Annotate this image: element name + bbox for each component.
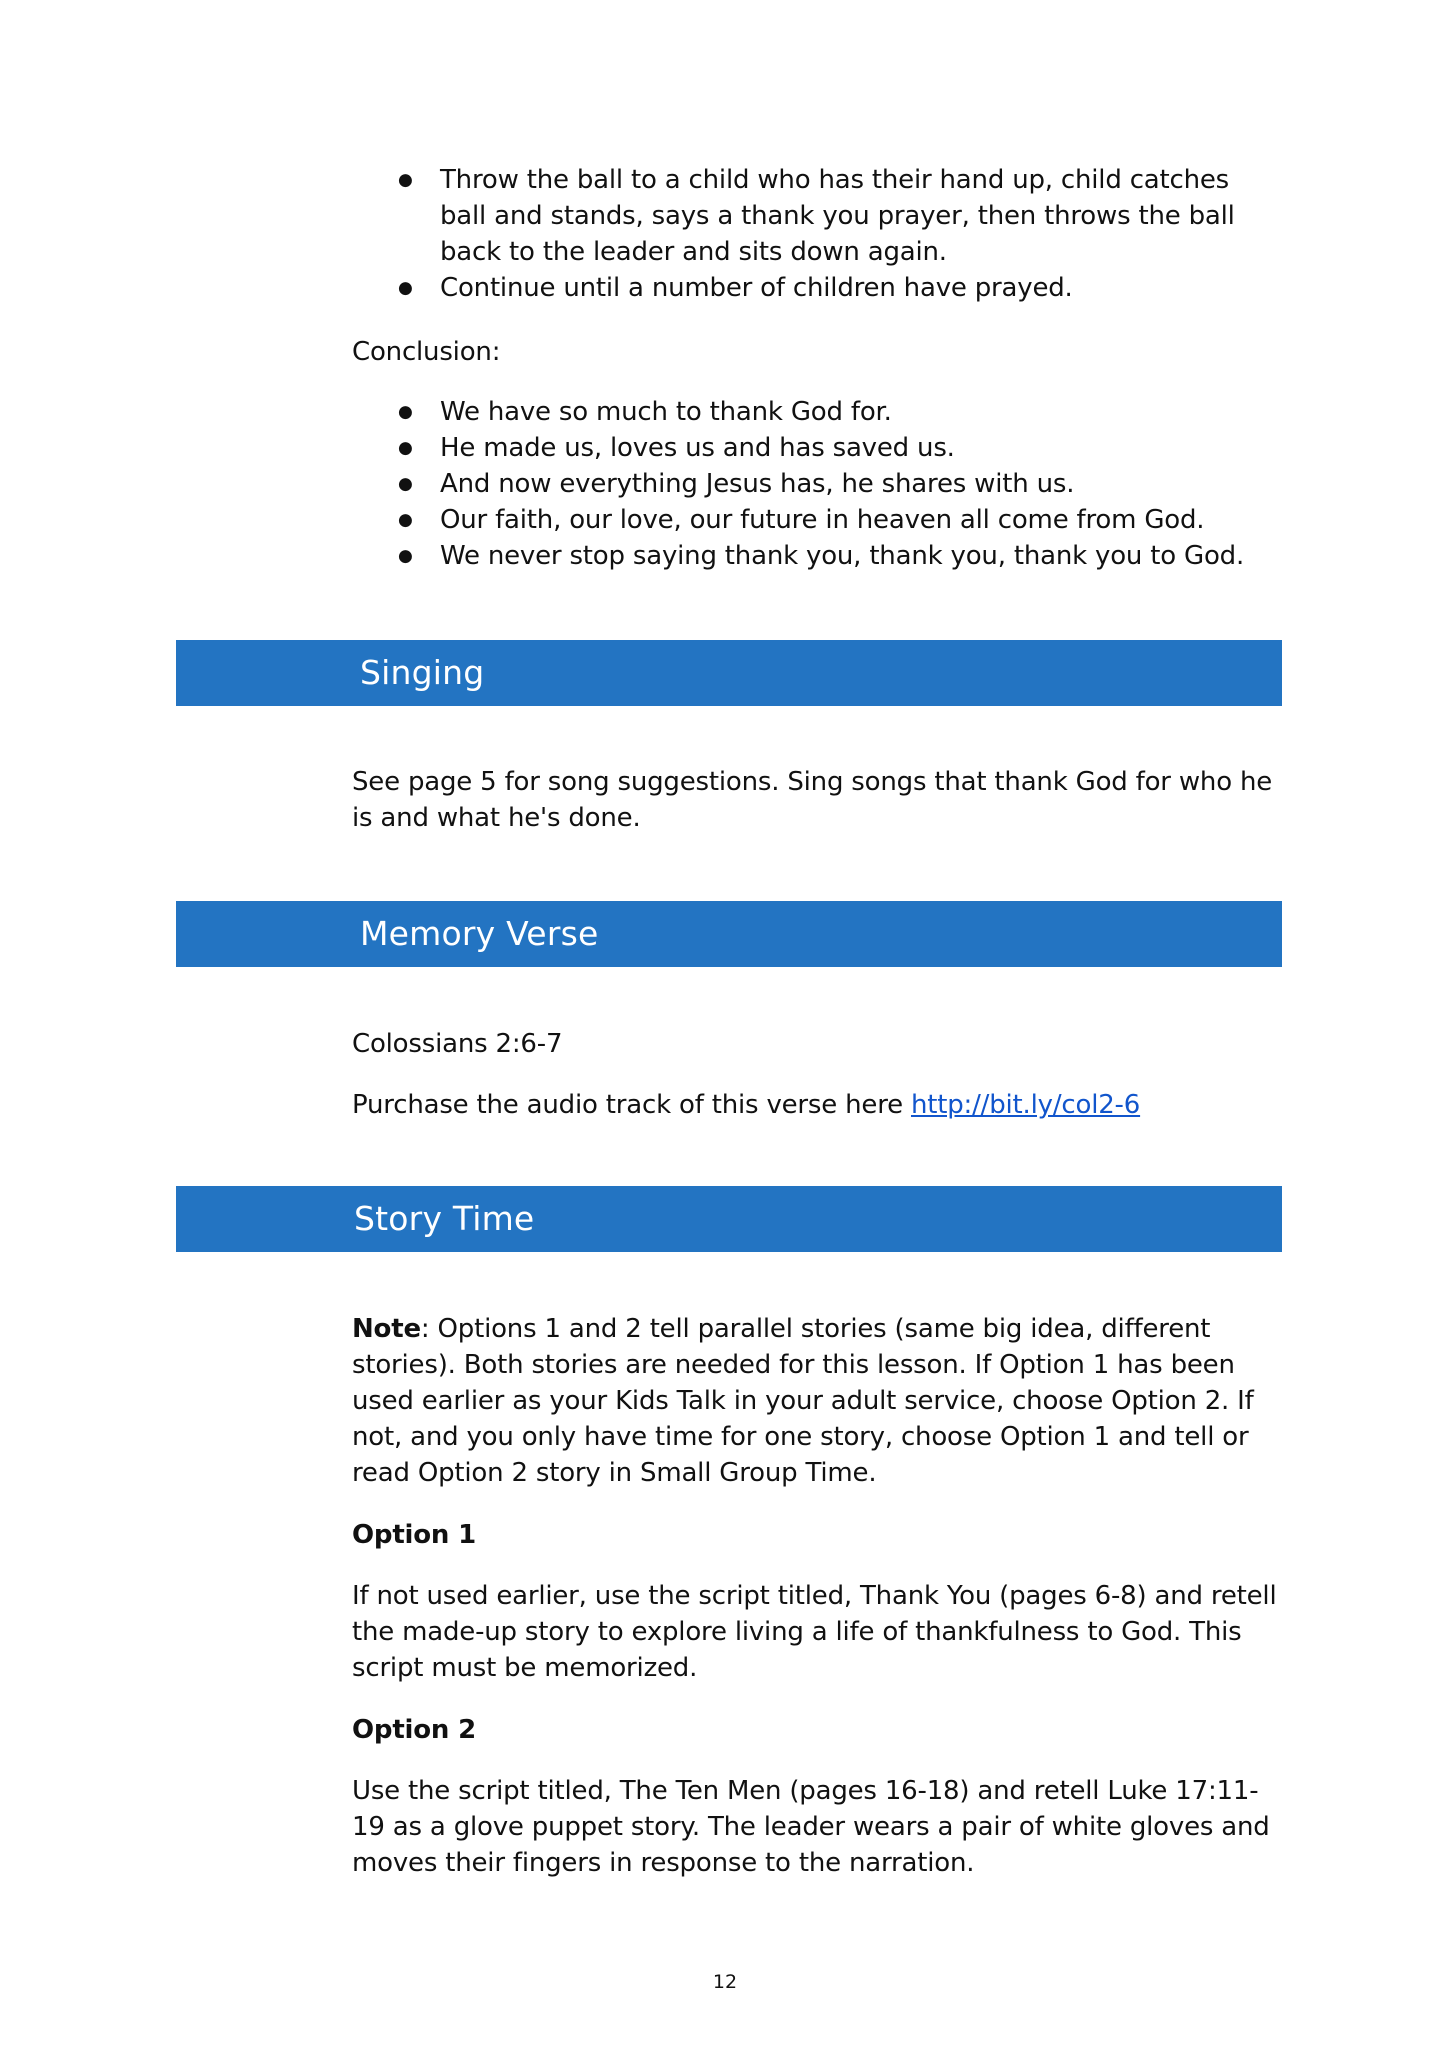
list-item-text: We have so much to thank God for.: [440, 397, 892, 427]
conclusion-bullet-list: [350, 394, 1270, 574]
conclusion-label: Conclusion:: [352, 337, 501, 367]
page-number: 12: [712, 1971, 738, 1993]
audio-track-link[interactable]: http://bit.ly/col2-6: [910, 1090, 1141, 1120]
list-item-text: Our faith, our love, our future in heaven all come from God.: [440, 505, 1205, 535]
section-header-singing: [176, 640, 1282, 706]
option-2-heading: Option 2: [352, 1715, 476, 1745]
section-title: Story Time: [354, 1199, 535, 1238]
list-item-text: We never stop saying thank you, thank you, thank you to God.: [440, 541, 1245, 571]
list-item-text: Continue until a number of children have prayed.: [440, 273, 1073, 303]
note-label: Note: [352, 1314, 421, 1344]
intro-bullet-list: [350, 162, 1270, 306]
section-header-memory-verse: [176, 901, 1282, 967]
singing-text: See page 5 for song suggestions. Sing songs that thank God for who he is and what he's done.: [352, 767, 1273, 833]
option-2-text: Use the script titled, The Ten Men (pages 16-18) and retell Luke 17:11-19 as a glove puppet story. The leader wears a pair of white gloves and moves their fingers in response to the narration.: [352, 1776, 1270, 1878]
option-1-text: If not used earlier, use the script titled, Thank You (pages 6-8) and retell the made-up story to explore living a life of thankfulness to God. This script must be memorized.: [352, 1581, 1277, 1683]
list-item-text: Throw the ball to a child who has their hand up, child catches ball and stands, says a thank you prayer, then throws the ball back to the leader and sits down again.: [440, 165, 1235, 267]
section-title: Memory Verse: [360, 914, 599, 953]
list-item: [350, 466, 1270, 502]
list-item: [350, 538, 1270, 574]
note-text: : Options 1 and 2 tell parallel stories (same big idea, different stories). Both stories are needed for this lesson. If Option 1 has been used earlier as your Kids Talk in your adult service, choose Option 2. If not, and you only have time for one story, choose Option 1 and tell or read Option 2 story in Small Group Time.: [352, 1314, 1254, 1488]
section-header-story-time: [176, 1186, 1282, 1252]
purchase-text: Purchase the audio track of this verse here: [352, 1090, 911, 1120]
section-title: Singing: [360, 653, 485, 692]
list-item: [350, 502, 1270, 538]
option-1-heading: Option 1: [352, 1520, 476, 1550]
list-item: [350, 430, 1270, 466]
story-note: [352, 1311, 1282, 1491]
list-item: [350, 394, 1270, 430]
list-item: [350, 162, 1270, 270]
verse-reference: Colossians 2:6-7: [352, 1029, 563, 1059]
list-item: [350, 270, 1270, 306]
purchase-line: [352, 1087, 1282, 1123]
list-item-text: He made us, loves us and has saved us.: [440, 433, 955, 463]
list-item-text: And now everything Jesus has, he shares with us.: [440, 469, 1075, 499]
